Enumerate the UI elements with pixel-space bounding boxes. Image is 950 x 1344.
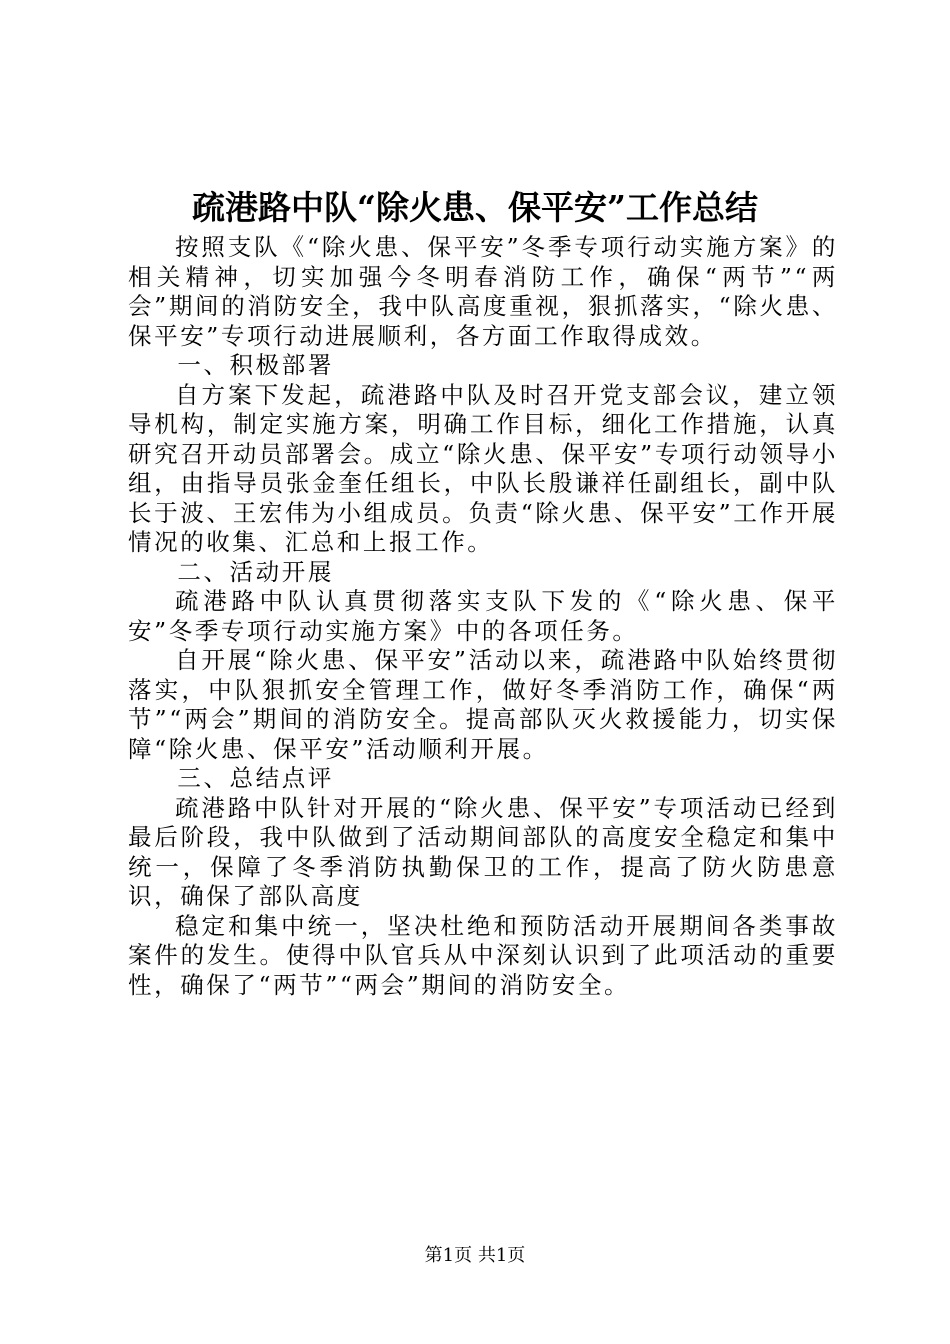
- summary-paragraph-1: 疏港路中队针对开展的“除火患、保平安”专项活动已经到最后阶段，我中队做到了活动期间部队的高度安全稳定和集中统一，保障了冬季消防执勤保卫的工作，提高了防火防患意识，确保了部队高度: [128, 793, 838, 910]
- section-heading-deployment: 一、积极部署: [177, 351, 334, 379]
- page-footer: 第1页 共1页: [424, 1245, 526, 1266]
- section-heading-activities: 二、活动开展: [177, 557, 334, 586]
- summary-paragraph-2: 稳定和集中统一，坚决杜绝和预防活动开展期间各类事故案件的发生。使得中队官兵从中深刻认识到了此项活动的重要性，确保了“两节”“两会”期间的消防安全。: [128, 911, 838, 999]
- deployment-paragraph: 自方案下发起，疏港路中队及时召开党支部会议，建立领导机构，制定实施方案，明确工作目标，细化工作措施，认真研究召开动员部署会。成立“除火患、保平安”专项行动领导小组，由指导员张金奎任组长，中队长殷谦祥任副组长，副中队长于波、王宏伟为小组成员。负责“除火患、保平安”工作开展情况的收集、汇总和上报工作。: [128, 380, 838, 556]
- activities-paragraph-1: 疏港路中队认真贯彻落实支队下发的《“除火患、保平安”冬季专项行动实施方案》中的各项任务。: [128, 587, 838, 645]
- document-title: 疏港路中队“除火患、保平安”工作总结: [192, 188, 758, 227]
- intro-paragraph: 按照支队《“除火患、保平安”冬季专项行动实施方案》的相关精神，切实加强今冬明春消防工作，确保“两节”“两会”期间的消防安全，我中队高度重视，狠抓落实，“除火患、保平安”专项行动进展顺利，各方面工作取得成效。: [128, 233, 838, 350]
- activities-paragraph-2: 自开展“除火患、保平安”活动以来，疏港路中队始终贯彻落实，中队狠抓安全管理工作，做好冬季消防工作，确保“两节”“两会”期间的消防安全。提高部队灭火救援能力，切实保障“除火患、保平安”活动顺利开展。: [128, 646, 838, 763]
- document-body: [128, 233, 838, 1000]
- section-heading-summary: 三、总结点评: [177, 764, 334, 792]
